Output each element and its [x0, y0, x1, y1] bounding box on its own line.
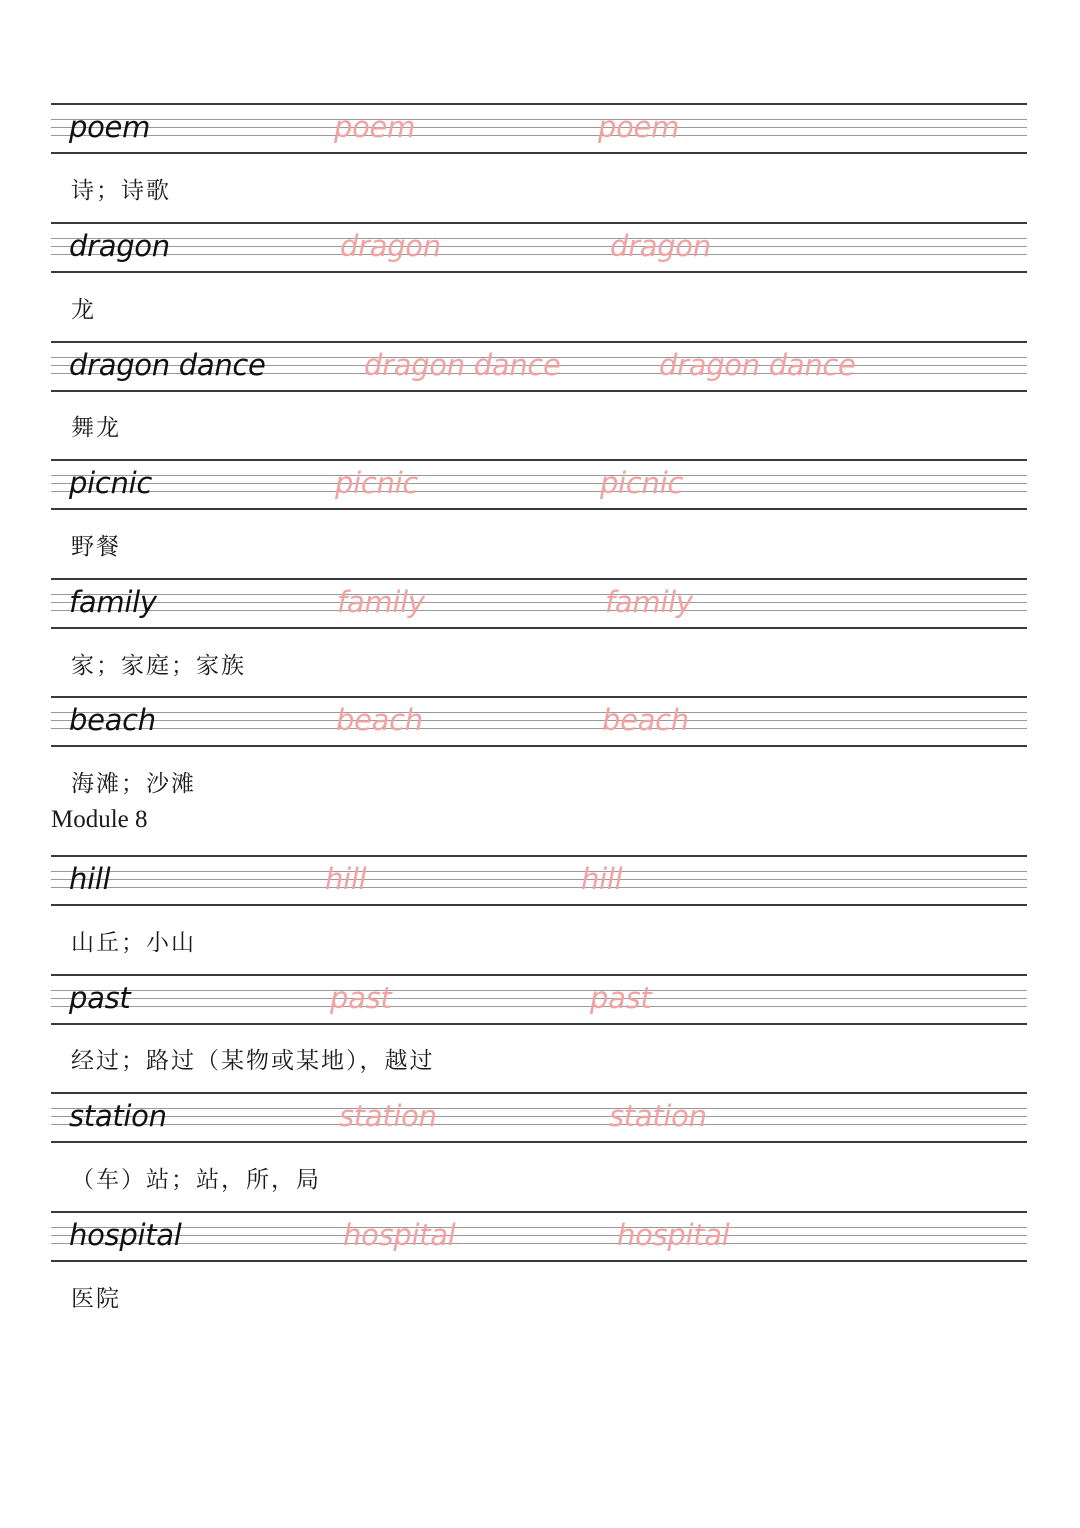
bottom-rule	[51, 1023, 1027, 1025]
bottom-rule	[51, 390, 1027, 392]
vocab-word: station	[69, 1099, 167, 1133]
vocab-word: family	[69, 585, 157, 619]
trace-word: hospital	[617, 1218, 730, 1252]
bottom-rule	[51, 745, 1027, 747]
trace-word: dragon dance	[659, 348, 856, 382]
guide-rule	[51, 483, 1027, 484]
bottom-rule	[51, 152, 1027, 154]
guide-rule	[51, 1108, 1027, 1109]
trace-word: beach	[336, 703, 423, 737]
bottom-rule	[51, 508, 1027, 510]
guide-rule	[51, 1227, 1027, 1228]
trace-word: poem	[334, 110, 416, 144]
trace-word: poem	[598, 110, 680, 144]
writing-band-family	[51, 578, 1027, 628]
guide-rule	[51, 594, 1027, 595]
trace-word: picnic	[600, 466, 683, 500]
guide-rule	[51, 871, 1027, 872]
word-meaning: 山丘；小山	[71, 930, 196, 956]
guide-rule	[51, 238, 1027, 239]
writing-band-hospital	[51, 1211, 1027, 1261]
top-rule	[51, 578, 1027, 580]
trace-word: hill	[581, 862, 623, 896]
vocab-word: past	[69, 981, 131, 1015]
top-rule	[51, 1211, 1027, 1213]
top-rule	[51, 855, 1027, 857]
writing-band-dragon	[51, 222, 1027, 272]
top-rule	[51, 103, 1027, 105]
guide-rule	[51, 127, 1027, 128]
trace-word: hospital	[343, 1218, 456, 1252]
word-meaning: 家；家庭；家族	[71, 653, 246, 679]
trace-word: beach	[602, 703, 689, 737]
guide-rule	[51, 119, 1027, 120]
guide-rule	[51, 720, 1027, 721]
bottom-rule	[51, 1260, 1027, 1262]
trace-word: dragon	[340, 229, 441, 263]
top-rule	[51, 222, 1027, 224]
trace-word: dragon dance	[364, 348, 561, 382]
trace-word: past	[330, 981, 392, 1015]
writing-band-poem	[51, 103, 1027, 153]
guide-rule	[51, 254, 1027, 255]
guide-rule	[51, 610, 1027, 611]
writing-band-station	[51, 1092, 1027, 1142]
top-rule	[51, 696, 1027, 698]
vocab-word: hospital	[69, 1218, 182, 1252]
word-meaning: 龙	[71, 297, 96, 323]
guide-rule	[51, 1006, 1027, 1007]
writing-band-beach	[51, 696, 1027, 746]
guide-rule	[51, 887, 1027, 888]
writing-band-past	[51, 974, 1027, 1024]
guide-rule	[51, 1124, 1027, 1125]
guide-rule	[51, 135, 1027, 136]
vocab-word: dragon	[69, 229, 170, 263]
top-rule	[51, 341, 1027, 343]
trace-word: past	[590, 981, 652, 1015]
guide-rule	[51, 1235, 1027, 1236]
trace-word: picnic	[335, 466, 418, 500]
vocab-word: picnic	[69, 466, 152, 500]
bottom-rule	[51, 1141, 1027, 1143]
word-meaning: （车）站；站，所，局	[71, 1167, 321, 1193]
guide-rule	[51, 990, 1027, 991]
trace-word: family	[337, 585, 425, 619]
guide-rule	[51, 1243, 1027, 1244]
top-rule	[51, 1092, 1027, 1094]
word-meaning: 舞龙	[71, 415, 121, 441]
bottom-rule	[51, 271, 1027, 273]
guide-rule	[51, 1116, 1027, 1117]
guide-rule	[51, 475, 1027, 476]
word-meaning: 海滩；沙滩	[71, 771, 196, 797]
writing-band-hill	[51, 855, 1027, 905]
guide-rule	[51, 728, 1027, 729]
vocab-word: poem	[69, 110, 151, 144]
word-meaning: 诗；诗歌	[71, 178, 171, 204]
writing-band-picnic	[51, 459, 1027, 509]
trace-word: family	[605, 585, 693, 619]
trace-word: dragon	[610, 229, 711, 263]
bottom-rule	[51, 627, 1027, 629]
guide-rule	[51, 998, 1027, 999]
vocab-word: hill	[69, 862, 111, 896]
trace-word: station	[339, 1099, 437, 1133]
trace-word: hill	[325, 862, 367, 896]
word-meaning: 医院	[71, 1286, 121, 1312]
vocab-word: dragon dance	[69, 348, 266, 382]
word-meaning: 野餐	[71, 534, 121, 560]
writing-band-dragon-dance	[51, 341, 1027, 391]
vocab-word: beach	[69, 703, 156, 737]
top-rule	[51, 459, 1027, 461]
guide-rule	[51, 879, 1027, 880]
trace-word: station	[609, 1099, 707, 1133]
guide-rule	[51, 712, 1027, 713]
word-meaning: 经过；路过（某物或某地），越过	[71, 1048, 435, 1074]
guide-rule	[51, 602, 1027, 603]
guide-rule	[51, 246, 1027, 247]
top-rule	[51, 974, 1027, 976]
bottom-rule	[51, 904, 1027, 906]
guide-rule	[51, 491, 1027, 492]
module-heading: Module 8	[51, 806, 148, 833]
